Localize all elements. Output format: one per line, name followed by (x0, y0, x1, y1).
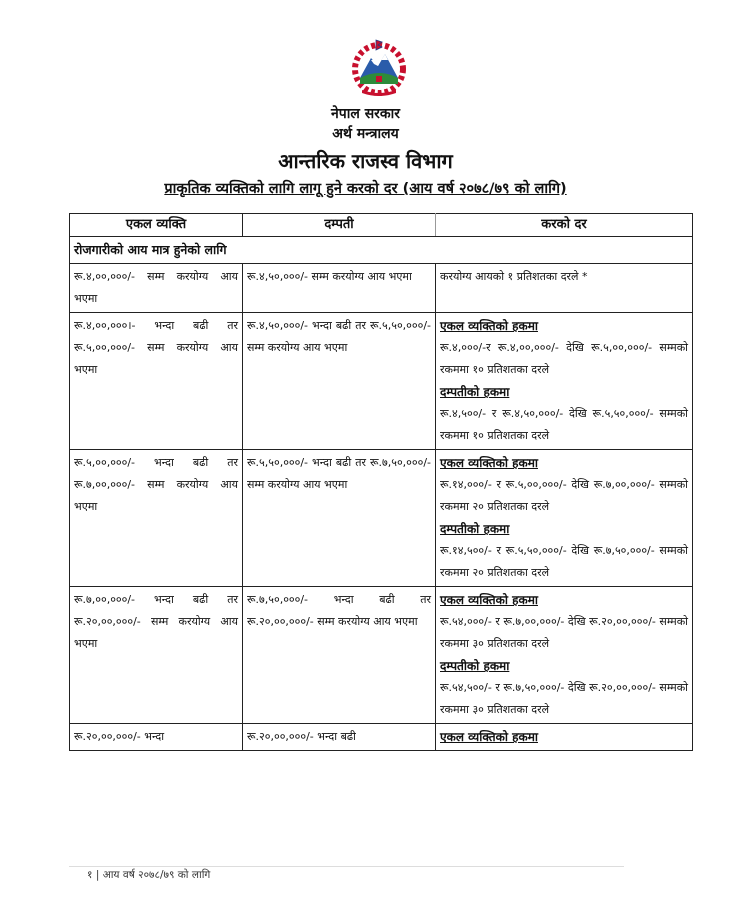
single-income-cell (70, 724, 243, 751)
government-name: नेपाल सरकार (330, 106, 400, 122)
column-header-rate: करको दर (436, 214, 693, 237)
rate-cell (436, 587, 693, 724)
couple-income-cell: रू.७,५०,०००/- भन्दा बढी तर रू.२०,००,०००/- सम्म करयोग्य आय भएमा (243, 587, 436, 724)
section-title: रोजगारीको आय मात्र हुनेको लागि (70, 237, 693, 264)
single-income-cell: रू.७,००,०००/- भन्दा बढी तर रू.२०,००,०००/- सम्म करयोग्य आय भएमा (70, 587, 243, 724)
table-row (70, 313, 693, 450)
couple-income-cell: रू.५,५०,०००/- भन्दा बढी तर रू.७,५०,०००/- सम्म करयोग्य आय भएमा (243, 450, 436, 587)
single-income-cell: रू.४,००,०००/- सम्म करयोग्य आय भएमा (70, 264, 243, 313)
footer-divider (69, 866, 624, 867)
section-row (70, 237, 693, 264)
table-row (70, 587, 693, 724)
table-row (70, 724, 693, 751)
couple-rate-text: रू.४,५००/- र रू.४,५०,०००/- देखि रू.५,५०,०००/- सम्मको रकममा १० प्रतिशतका दरले (440, 407, 688, 442)
single-income-text: रू.२०,००,०००/- भन्दा (74, 730, 165, 743)
single-rate-heading: एकल व्यक्तिको हकमा (440, 319, 538, 333)
nepal-emblem-icon (338, 38, 420, 104)
couple-income-cell (243, 724, 436, 751)
couple-rate-heading: दम्पतीको हकमा (440, 385, 510, 399)
ministry-name: अर्थ मन्त्रालय (332, 126, 399, 142)
page-footer (87, 868, 210, 882)
page-number: १ (87, 869, 93, 881)
couple-income-cell: रू.४,५०,०००/- भन्दा बढी तर रू.५,५०,०००/- सम्म करयोग्य आय भएमा (243, 313, 436, 450)
couple-rate-heading: दम्पतीको हकमा (440, 659, 510, 673)
footer-separator: | (95, 869, 103, 881)
table-row (70, 450, 693, 587)
single-rate-text: रू.४,०००/-र रू.४,००,०००/- देखि रू.५,००,०००/- सम्मको रकममा १० प्रतिशतका दरले (440, 341, 688, 376)
footer-text: आय वर्ष २०७८/७९ को लागि (102, 869, 211, 881)
rate-cell (436, 450, 693, 587)
document-title: प्राकृतिक व्यक्तिको लागि लागू हुने करको दर (आय वर्ष २०७८/७९ को लागि) (164, 181, 567, 197)
column-header-single: एकल व्यक्ति (70, 214, 243, 237)
couple-income-text: रू.२०,००,०००/- भन्दा बढी (247, 730, 356, 743)
couple-rate-heading: दम्पतीको हकमा (440, 522, 510, 536)
couple-income-cell: रू.४,५०,०००/- सम्म करयोग्य आय भएमा (243, 264, 436, 313)
column-header-couple: दम्पती (243, 214, 436, 237)
single-rate-text: रू.५४,०००/- र रू.७,००,०००/- देखि रू.२०,००,०००/- सम्मको रकममा ३० प्रतिशतका दरले (440, 615, 688, 650)
single-income-cell: रू.४,००,०००।- भन्दा बढी तर रू.५,००,०००/- सम्म करयोग्य आय भएमा (70, 313, 243, 450)
department-name: आन्तरिक राजस्व विभाग (278, 149, 453, 173)
single-rate-heading: एकल व्यक्तिको हकमा (440, 456, 538, 470)
couple-rate-text: रू.५४,५००/- र रू.७,५०,०००/- देखि रू.२०,००,०००/- सम्मको रकममा ३० प्रतिशतका दरले (440, 681, 688, 716)
single-rate-heading: एकल व्यक्तिको हकमा (440, 730, 538, 744)
table-row (70, 264, 693, 313)
single-income-cell: रू.५,००,०००/- भन्दा बढी तर रू.७,००,०००/- सम्म करयोग्य आय भएमा (70, 450, 243, 587)
single-rate-text: रू.१४,०००/- र रू.५,००,०००/- देखि रू.७,००,०००/- सम्मको रकममा २० प्रतिशतका दरले (440, 478, 688, 513)
single-rate-heading: एकल व्यक्तिको हकमा (440, 593, 538, 607)
rate-cell (436, 724, 693, 751)
tax-rate-table (69, 213, 693, 751)
couple-rate-text: रू.१४,५००/- र रू.५,५०,०००/- देखि रू.७,५०,०००/- सम्मको रकममा २० प्रतिशतका दरले (440, 544, 688, 579)
table-header-row (70, 214, 693, 237)
rate-cell (436, 313, 693, 450)
rate-cell: करयोग्य आयको १ प्रतिशतका दरले * (436, 264, 693, 313)
